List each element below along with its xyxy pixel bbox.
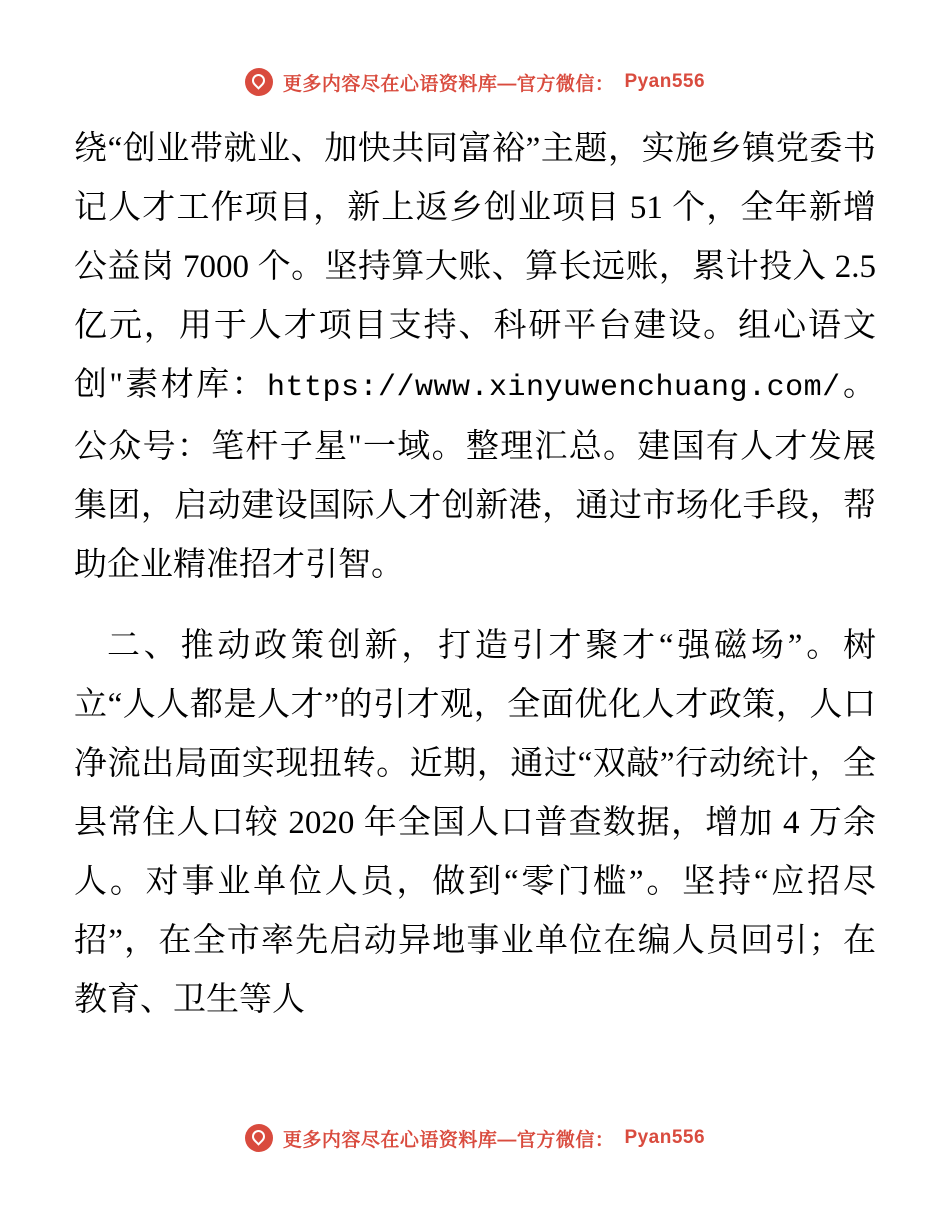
paragraph-1-run-1: 绕“创业带就业、加快共同富裕”主题，实施乡镇党委书记人才工作项目，新上返乡创业项目 51 个，全年新增公益岗 7000 个。坚持算大账、算长远账，累计投入 2.5 亿元，用于人才项目支持、科研平台建设。组心语文创"素材库： [74,131,876,403]
paragraph-2 [74,617,876,1030]
watermark-header [74,68,876,96]
watermark-header-text: 更多内容尽在心语资料库—官方微信： [282,73,615,95]
chat-bubble-logo-icon [245,68,273,96]
paragraph-1-run-3: 。公众号：笔杆子星"一域。整理汇总。建国有人才发展集团，启动建设国际人才创新港，通过市场化手段，帮助企业精准招才引智。 [74,367,876,583]
watermark-footer [0,1124,950,1152]
chat-bubble-logo-icon [245,1124,273,1152]
watermark-footer-code: Pyan556 [624,1127,706,1148]
paragraph-1 [74,120,876,595]
paragraph-2-run-1: 二、推动政策创新，打造引才聚才“强磁场”。树立“人人都是人才”的引才观，全面优化人才政策，人口净流出局面实现扭转。近期，通过“双敲”行动统计，全县常住人口较 2020 年全国人口普查数据，增加 4 万余人。对事业单位人员，做到“零门槛”。坚持“应招尽招”，在全市率先启动异地事业单位在编人员回引；在教育、卫生等人 [74,628,876,1018]
document-body [74,120,876,1230]
watermark-footer-text: 更多内容尽在心语资料库—官方微信： [282,1129,615,1151]
watermark-header-code: Pyan556 [624,71,706,92]
paragraph-1-url: https://www.xinyuwenchuang.com/ [266,371,841,405]
